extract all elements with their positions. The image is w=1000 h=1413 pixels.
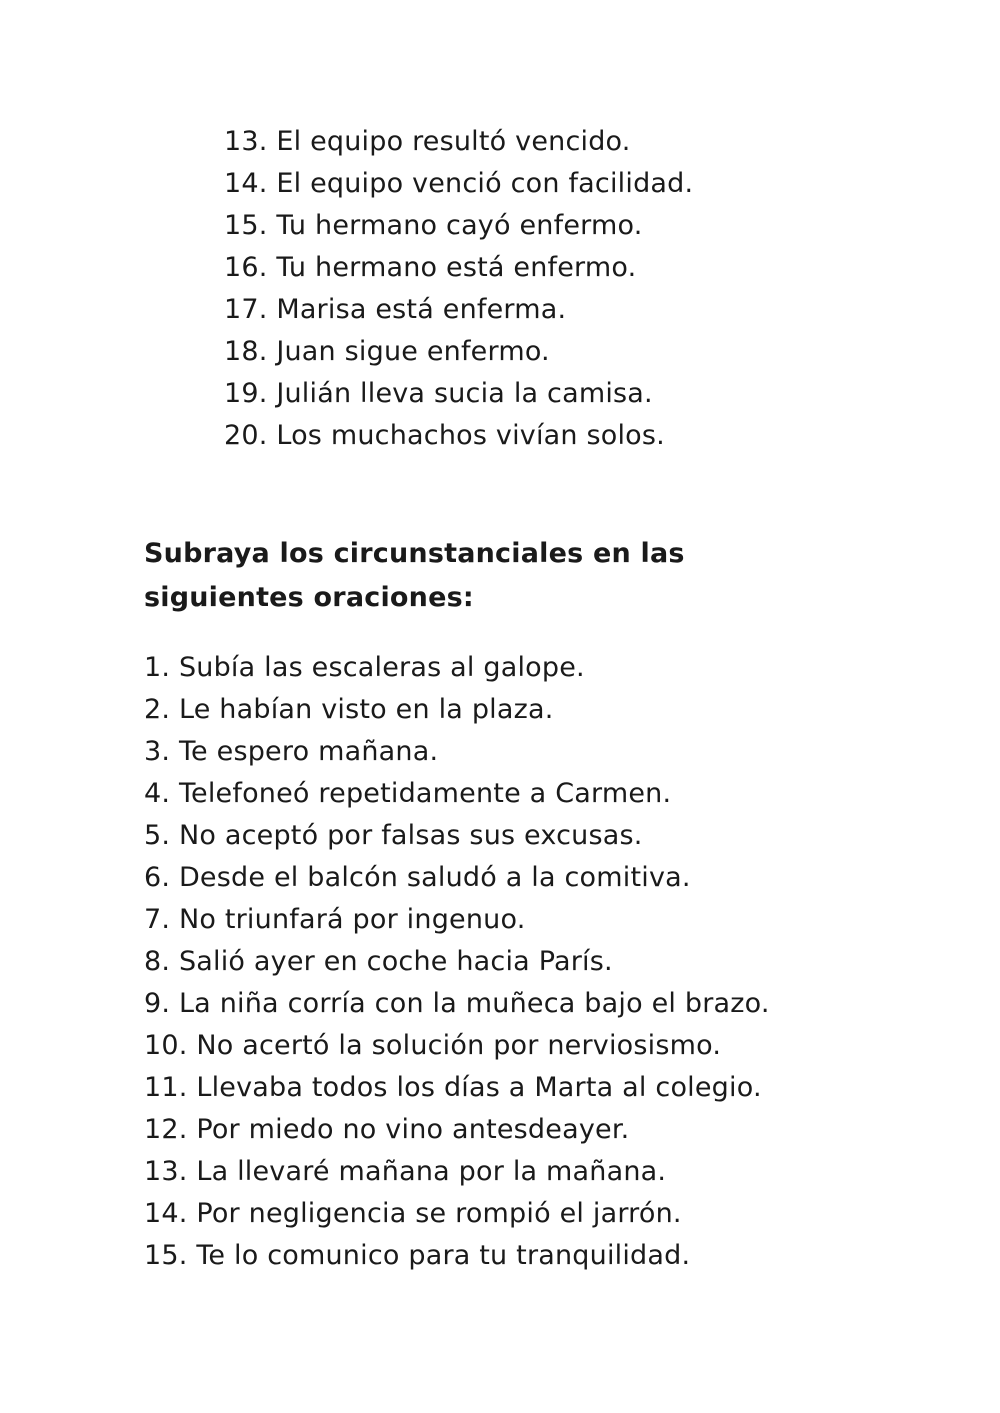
list-item: 19. Julián lleva sucia la camisa. (224, 378, 653, 409)
list-item: 15. Te lo comunico para tu tranquilidad. (144, 1240, 691, 1271)
list-item: 18. Juan sigue enfermo. (224, 336, 550, 367)
list-item: 20. Los muchachos vivían solos. (224, 420, 665, 451)
list-item: 5. No aceptó por falsas sus excusas. (144, 820, 643, 851)
list-item: 8. Salió ayer en coche hacia París. (144, 946, 613, 977)
list-item: 1. Subía las escaleras al galope. (144, 652, 585, 683)
list-item: 14. El equipo venció con facilidad. (224, 168, 694, 199)
list-item: 6. Desde el balcón saludó a la comitiva. (144, 862, 691, 893)
list-item: 13. La llevaré mañana por la mañana. (144, 1156, 667, 1187)
list-item: 14. Por negligencia se rompió el jarrón. (144, 1198, 682, 1229)
list-item: 16. Tu hermano está enfermo. (224, 252, 637, 283)
list-item: 12. Por miedo no vino antesdeayer. (144, 1114, 630, 1145)
sentence-list-circunstanciales (144, 647, 770, 1277)
list-item: 11. Llevaba todos los días a Marta al colegio. (144, 1072, 762, 1103)
list-item: 13. El equipo resultó vencido. (224, 126, 631, 157)
list-item: 10. No acertó la solución por nerviosismo. (144, 1030, 722, 1061)
list-item: 7. No triunfará por ingenuo. (144, 904, 526, 935)
list-item: 4. Telefoneó repetidamente a Carmen. (144, 778, 672, 809)
sentence-list-previous-exercise (224, 121, 693, 457)
list-item: 15. Tu hermano cayó enfermo. (224, 210, 643, 241)
list-item: 9. La niña corría con la muñeca bajo el brazo. (144, 988, 770, 1019)
exercise-instruction: Subraya los circunstanciales en las siguientes oraciones: (144, 538, 685, 613)
list-item: 2. Le habían visto en la plaza. (144, 694, 554, 725)
list-item: 3. Te espero mañana. (144, 736, 439, 767)
list-item: 17. Marisa está enferma. (224, 294, 567, 325)
